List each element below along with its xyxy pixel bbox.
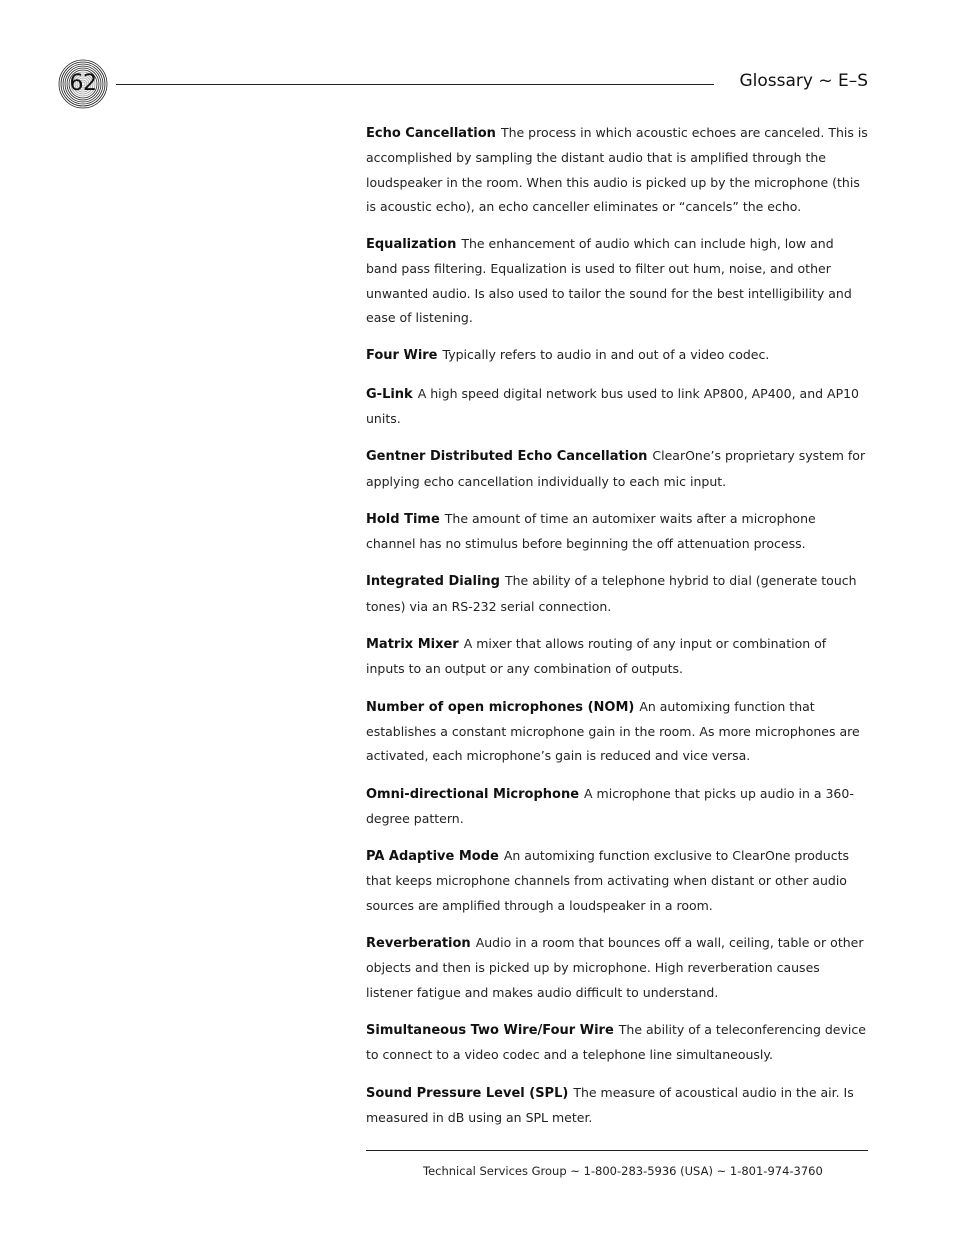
- glossary-term: Reverberation: [366, 936, 471, 952]
- glossary-definition: An automixing function exclusive to ClearOne products that keeps microphone channels from activating when distant or other audio sources are amplified through a loudspeaker in a room.: [366, 848, 849, 913]
- page-title: Glossary ~ E–S: [739, 71, 868, 91]
- glossary-term: PA Adaptive Mode: [366, 849, 499, 865]
- glossary-definition: ClearOne’s proprietary system for applying echo cancellation individually to each mic input.: [366, 448, 866, 489]
- glossary-term: Number of open microphones (NOM): [366, 699, 635, 715]
- glossary-term: G-Link: [366, 386, 413, 402]
- glossary-term: Echo Cancellation: [366, 126, 496, 141]
- glossary-definition: A microphone that picks up audio in a 360-degree pattern.: [366, 785, 854, 826]
- glossary-entry-pa-adaptive-mode: [366, 844, 868, 918]
- glossary-definition: Typically refers to audio in and out of a video codec.: [442, 347, 770, 363]
- page-number-badge: [58, 59, 108, 109]
- glossary-definition: An automixing function that establishes a constant microphone gain in the room. As more microphones are activated, each microphone’s gain is reduced and vice versa.: [366, 698, 860, 764]
- glossary-term: Sound Pressure Level (SPL): [366, 1085, 569, 1101]
- glossary-entry-nom: [366, 695, 868, 769]
- glossary-entry-spl: [366, 1081, 868, 1131]
- glossary-definition: A mixer that allows routing of any input or combination of inputs to an output or any combination of outputs.: [366, 636, 827, 677]
- glossary-term: Hold Time: [366, 511, 440, 527]
- glossary-list: [366, 121, 868, 1143]
- glossary-definition: The enhancement of audio which can include high, low and band pass filtering. Equalization is used to filter out hum, noise, and other unwanted audio. Is also used to tailor the sound for the best intelligibility and ease of listening.: [366, 236, 852, 326]
- glossary-term: Matrix Mixer: [366, 637, 459, 653]
- glossary-definition: The amount of time an automixer waits after a microphone channel has no stimulus before beginning the off attenuation process.: [366, 510, 816, 552]
- glossary-entry-reverberation: [366, 931, 868, 1005]
- glossary-entry-g-link: [366, 382, 868, 432]
- glossary-entry-integrated-dialing: [366, 569, 868, 619]
- glossary-term: Four Wire: [366, 348, 438, 364]
- glossary-entry-hold-time: [366, 507, 868, 557]
- header-divider: [116, 84, 714, 85]
- glossary-term: Equalization: [366, 237, 457, 253]
- glossary-entry-omni-directional-microphone: [366, 782, 868, 832]
- glossary-definition: The ability of a teleconferencing device to connect to a video codec and a telephone line simultaneously.: [366, 1021, 866, 1063]
- glossary-definition: A high speed digital network bus used to link AP800, AP400, and AP10 units.: [366, 385, 860, 426]
- footer-contact: Technical Services Group ~ 1-800-283-5936 (USA) ~ 1-801-974-3760: [423, 1164, 823, 1178]
- footer-divider: [366, 1150, 868, 1151]
- glossary-term: Omni-directional Microphone: [366, 786, 580, 802]
- glossary-term: Simultaneous Two Wire/Four Wire: [366, 1022, 614, 1038]
- glossary-entry-matrix-mixer: [366, 632, 868, 682]
- glossary-entry-four-wire: [366, 343, 868, 368]
- glossary-term: Gentner Distributed Echo Cancellation: [366, 449, 648, 465]
- glossary-definition: The process in which acoustic echoes are canceled. This is accomplished by sampling the distant audio that is amplified through the loudspeaker in the room. When this audio is picked up by the microphone (this is acoustic echo), an echo canceller eliminates or “cancels” the echo.: [366, 125, 868, 214]
- glossary-entry-equalization: [366, 232, 868, 330]
- glossary-entry-distributed-echo-cancellation: [366, 444, 868, 494]
- glossary-entry-two-wire-four-wire: [366, 1018, 868, 1068]
- glossary-definition: Audio in a room that bounces off a wall, ceiling, table or other objects and then is picked up by microphone. High reverberation causes listener fatigue and makes audio difficult to understand.: [366, 935, 864, 1000]
- glossary-definition: The ability of a telephone hybrid to dial (generate touch tones) via an RS-232 serial connection.: [366, 573, 857, 614]
- glossary-entry-echo-cancellation: [366, 121, 868, 219]
- glossary-term: Integrated Dialing: [366, 574, 500, 590]
- page-number: 62: [69, 71, 97, 96]
- glossary-definition: The measure of acoustical audio in the air. Is measured in dB using an SPL meter.: [366, 1084, 854, 1125]
